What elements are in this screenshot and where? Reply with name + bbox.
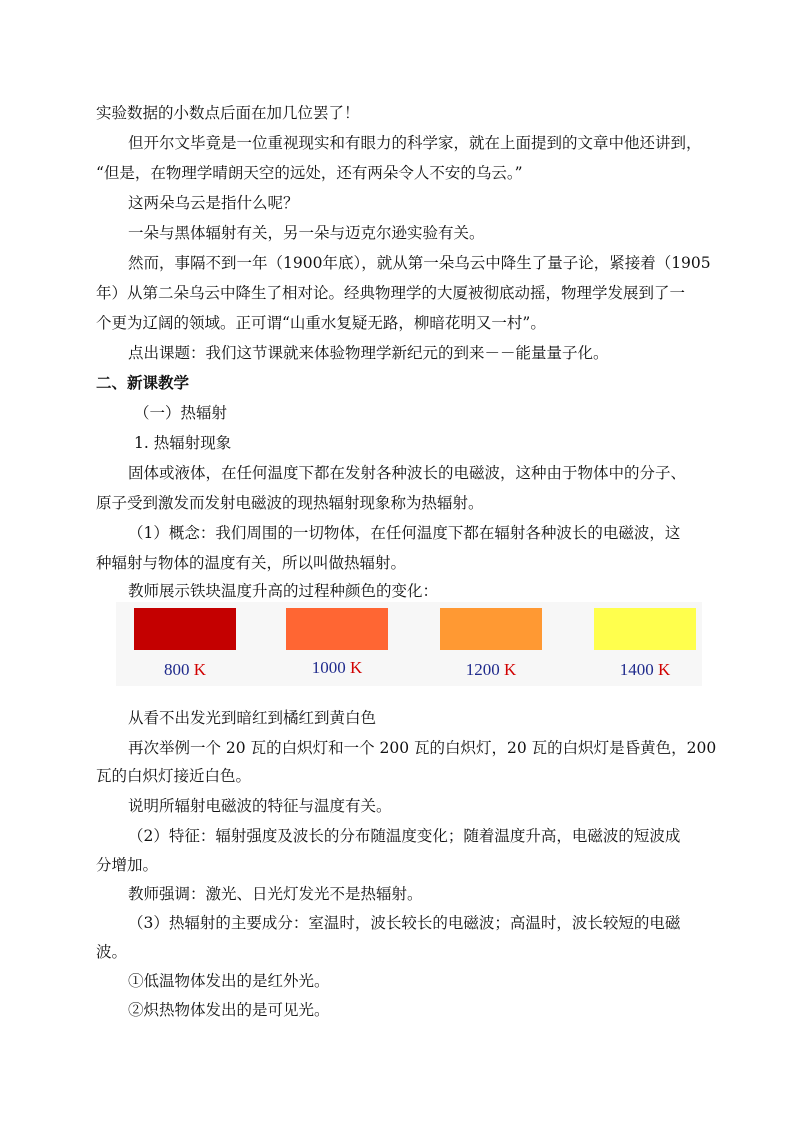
color-swatch-1400k: [594, 608, 696, 650]
paragraph-line: 教师强调：激光、日光灯发光不是热辐射。: [128, 885, 423, 903]
temperature-value: 800: [163, 660, 190, 679]
paragraph-line: 波。: [96, 943, 128, 961]
temperature-label: [134, 660, 236, 680]
paragraph-line: 然而，事隔不到一年（1900年底），就从第一朵乌云中降生了量子论，紧接着（1905: [128, 254, 711, 272]
paragraph-line: 教师展示铁块温度升高的过程种颜色的变化：: [128, 582, 439, 600]
temperature-label: [440, 660, 542, 680]
temperature-label: [594, 660, 696, 680]
color-temperature-figure: [116, 602, 702, 686]
section-heading: 二、新课教学: [96, 373, 190, 392]
color-swatch-1200k: [440, 608, 542, 650]
paragraph-line: 从看不出发光到暗红到橘红到黄白色: [128, 709, 377, 727]
temperature-unit: K: [193, 660, 207, 679]
paragraph-line: 再次举例一个 20 瓦的白炽灯和一个 200 瓦的白炽灯，20 瓦的白炽灯是昏黄色，200: [128, 739, 717, 757]
paragraph-line: 年）从第二朵乌云中降生了相对论。经典物理学的大厦被彻底动摇，物理学发展到了一: [96, 284, 686, 302]
temperature-unit: K: [503, 660, 517, 679]
color-swatch-1000k: [286, 608, 388, 650]
temperature-value: 1000: [311, 658, 346, 677]
topic-line: 点出课题：我们这节课就来体验物理学新纪元的到来－－能量量子化。: [128, 344, 609, 362]
paragraph-line: 但开尔文毕竟是一位重视现实和有眼力的科学家，就在上面提到的文章中他还讲到，: [128, 134, 702, 152]
paragraph-line: 说明所辐射电磁波的特征与温度有关。: [128, 797, 392, 815]
paragraph-line: 种辐射与物体的温度有关，所以叫做热辐射。: [96, 554, 407, 572]
paragraph-line: 实验数据的小数点后面在加几位罢了！: [96, 104, 360, 122]
list-item: ②炽热物体发出的是可见光。: [128, 1001, 330, 1019]
paragraph-line: 一朵与黑体辐射有关，另一朵与迈克尔逊实验有关。: [128, 224, 485, 242]
question-line: 这两朵乌云是指什么呢？: [128, 194, 299, 212]
paragraph-line: 固体或液体，在任何温度下都在发射各种波长的电磁波，这种由于物体中的分子、: [128, 464, 687, 482]
quote-line: “但是，在物理学晴朗天空的远处，还有两朵令人不安的乌云。”: [96, 164, 523, 182]
paragraph-line: （2）特征：辐射强度及波长的分布随温度变化；随着温度升高，电磁波的短波成: [128, 827, 681, 845]
temperature-unit: K: [349, 658, 363, 677]
paragraph-line: （1）概念：我们周围的一切物体，在任何温度下都在辐射各种波长的电磁波，这: [128, 524, 681, 542]
subsection-heading: （一）热辐射: [134, 404, 228, 422]
paragraph-line: 个更为辽阔的领域。正可谓“山重水复疑无路，柳暗花明又一村”。: [96, 314, 546, 332]
paragraph-line: （3）热辐射的主要成分：室温时，波长较长的电磁波；高温时，波长较短的电磁: [128, 914, 681, 932]
temperature-label: [286, 658, 388, 678]
temperature-unit: K: [657, 660, 671, 679]
temperature-value: 1200: [465, 660, 500, 679]
color-swatch-800k: [134, 608, 236, 650]
paragraph-line: 原子受到激发而发射电磁波的现热辐射现象称为热辐射。: [96, 494, 484, 512]
item-heading: 1. 热辐射现象: [134, 434, 232, 452]
temperature-value: 1400: [619, 660, 654, 679]
list-item: ①低温物体发出的是红外光。: [128, 972, 330, 990]
paragraph-line: 分增加。: [96, 856, 159, 874]
paragraph-line: 瓦的白炽灯接近白色。: [96, 767, 252, 785]
